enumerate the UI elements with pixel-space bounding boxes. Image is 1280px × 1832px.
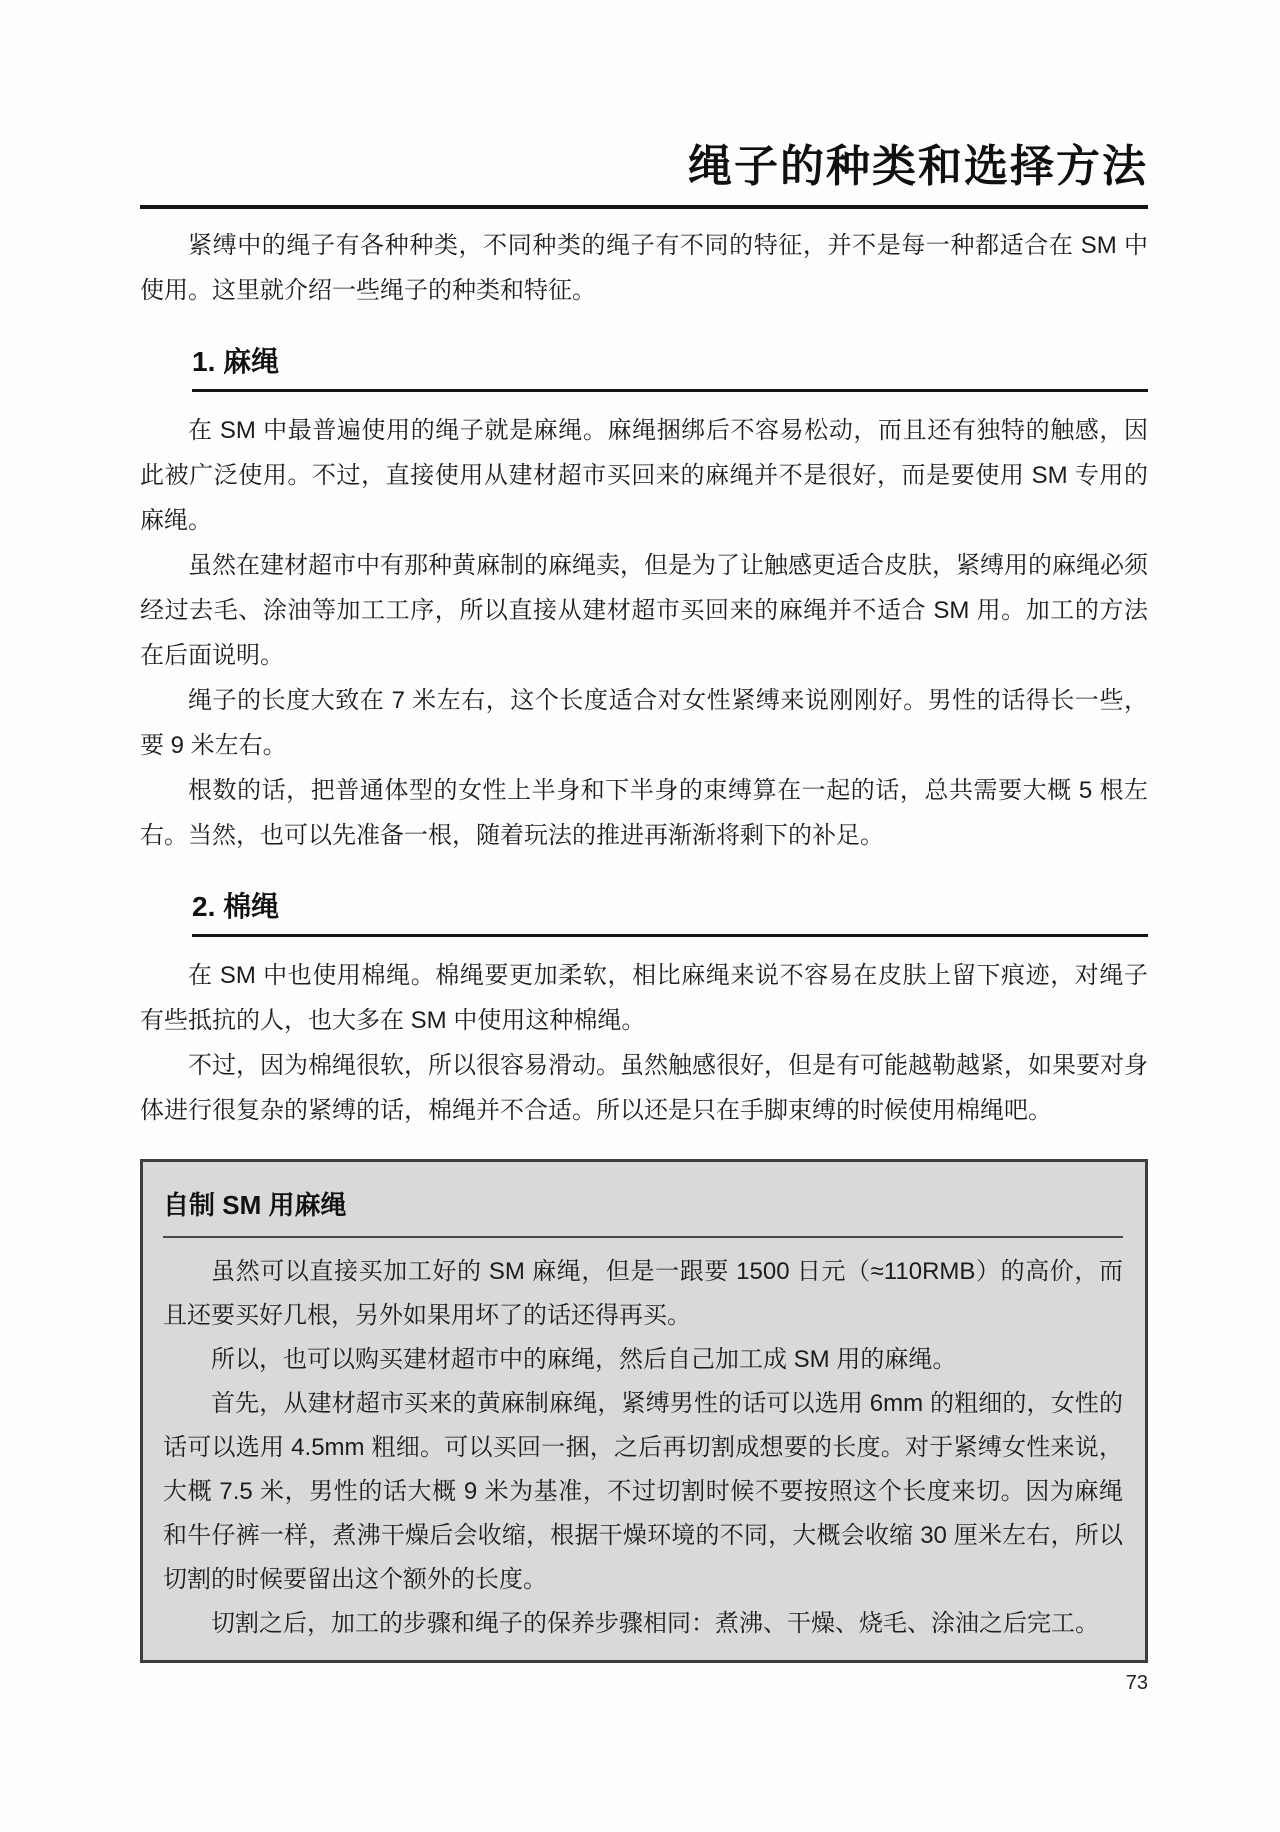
diy-sm-rope-callout [140, 1159, 1148, 1663]
section-hemp-rope [140, 343, 1148, 858]
section-1-heading: 1. 麻绳 [192, 343, 1148, 392]
callout-paragraph-3: 首先，从建材超市买来的黄麻制麻绳，紧缚男性的话可以选用 6mm 的粗细的，女性的话可以选用 4.5mm 粗细。可以买回一捆，之后再切割成想要的长度。对于紧缚女性来说，大概 7.5 米，男性的话大概 9 米为基准，不过切割时候不要按照这个长度来切。因为麻绳和牛仔裤一样，煮沸干燥后会收缩，根据干燥环境的不同，大概会收缩 30 厘米左右，所以切割的时候要留出这个额外的长度。 [163, 1390, 1123, 1594]
section-2-paragraph-1: 在 SM 中也使用棉绳。棉绳要更加柔软，相比麻绳来说不容易在皮肤上留下痕迹，对绳子有些抵抗的人，也大多在 SM 中使用这种棉绳。 [140, 962, 1148, 1035]
intro-paragraph: 紧缚中的绳子有各种种类，不同种类的绳子有不同的特征，并不是每一种都适合在 SM 中使用。这里就介绍一些绳子的种类和特征。 [140, 232, 1148, 305]
section-cotton-rope [140, 888, 1148, 1133]
callout-paragraph-1: 虽然可以直接买加工好的 SM 麻绳，但是一跟要 1500 日元（≈110RMB）的高价，而且还要买好几根，另外如果用坏了的话还得再买。 [163, 1258, 1123, 1330]
page-number: 73 [1125, 1672, 1148, 1695]
callout-title: 自制 SM 用麻绳 [163, 1188, 1123, 1238]
section-1-paragraph-3: 绳子的长度大致在 7 米左右，这个长度适合对女性紧缚来说刚刚好。男性的话得长一些，要 9 米左右。 [140, 687, 1148, 760]
section-1-paragraph-2: 虽然在建材超市中有那种黄麻制的麻绳卖，但是为了让触感更适合皮肤，紧缚用的麻绳必须经过去毛、涂油等加工工序，所以直接从建材超市买回来的麻绳并不适合 SM 用。加工的方法在后面说明。 [140, 552, 1148, 670]
title-rule [140, 205, 1148, 209]
page-header [140, 138, 1148, 209]
section-1-paragraph-4: 根数的话，把普通体型的女性上半身和下半身的束缚算在一起的话，总共需要大概 5 根左右。当然，也可以先准备一根，随着玩法的推进再渐渐将剩下的补足。 [140, 777, 1148, 850]
section-1-paragraph-1: 在 SM 中最普遍使用的绳子就是麻绳。麻绳捆绑后不容易松动，而且还有独特的触感，因此被广泛使用。不过，直接使用从建材超市买回来的麻绳并不是很好，而是要使用 SM 专用的麻绳。 [140, 417, 1148, 535]
callout-paragraph-4: 切割之后，加工的步骤和绳子的保养步骤相同：煮沸、干燥、烧毛、涂油之后完工。 [211, 1610, 1099, 1638]
callout-paragraph-2: 所以，也可以购买建材超市中的麻绳，然后自己加工成 SM 用的麻绳。 [211, 1346, 957, 1374]
section-2-heading: 2. 棉绳 [192, 888, 1148, 937]
page-title: 绳子的种类和选择方法 [688, 142, 1148, 191]
section-2-paragraph-2: 不过，因为棉绳很软，所以很容易滑动。虽然触感很好，但是有可能越勒越紧，如果要对身体进行很复杂的紧缚的话，棉绳并不合适。所以还是只在手脚束缚的时候使用棉绳吧。 [140, 1052, 1148, 1125]
